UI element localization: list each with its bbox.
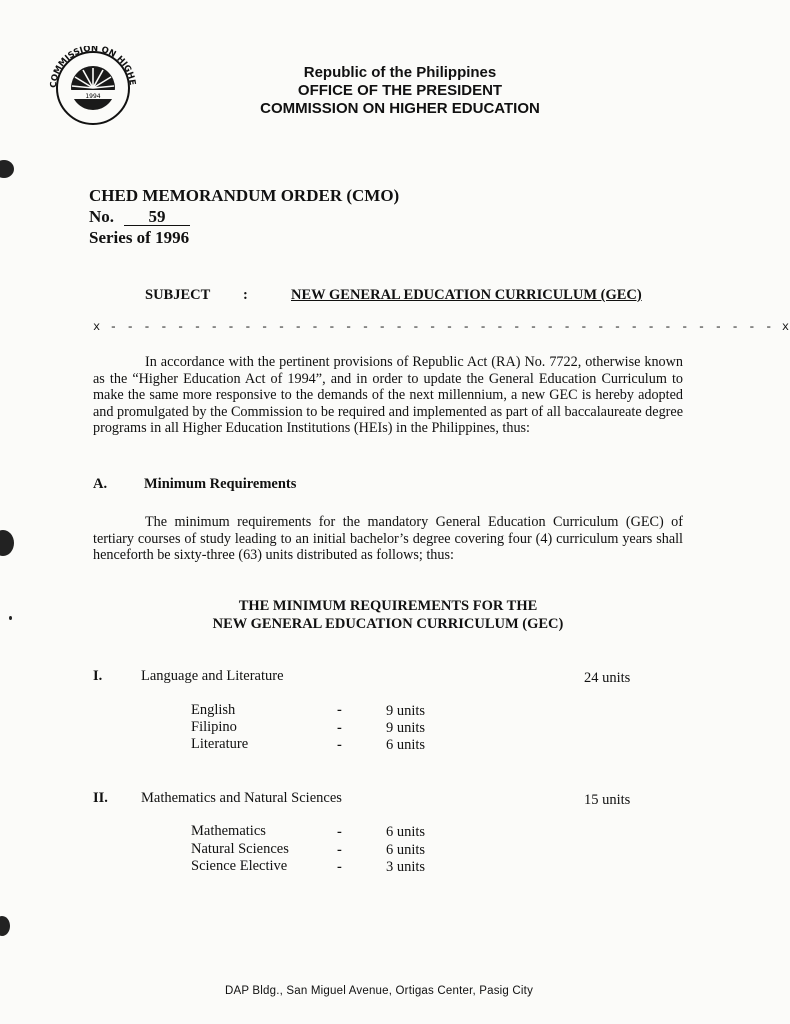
category-name: Language and Literature [141, 668, 284, 684]
seal-year: 1994 [85, 93, 101, 100]
intro-paragraph: In accordance with the pertinent provisions of Republic Act (RA) No. 7722, otherwise known as the “Higher Education Act of 1994”, and in order to update the General Education Curriculum to make the same more responsive to the demands of the next millennium, a new GEC is hereby adopted and promulgated by the Commission to be required and implemented as part of all baccalaureate degree programs in all Higher Education Institutions (HEIs) in the Philippines, thus: [93, 354, 683, 436]
memo-series: Series of 1996 [89, 228, 190, 247]
subject-label: SUBJECT [145, 287, 211, 303]
memo-no-value: 59 [124, 209, 190, 226]
memo-block [89, 185, 399, 248]
subject-name: Filipino [191, 719, 237, 735]
subject-dash: - [337, 859, 342, 875]
scan-mark [9, 616, 12, 620]
category-name: Mathematics and Natural Sciences [141, 790, 342, 806]
scan-mark [0, 916, 10, 936]
divider-start: x [93, 320, 102, 334]
footer-address: DAP Bldg., San Miguel Avenue, Ortigas Center, Pasig City [225, 985, 534, 997]
divider-line [93, 320, 790, 334]
seal-ring-text: COMMISSION ON HIGHE [48, 46, 137, 89]
subject-dash: - [337, 824, 342, 840]
subject-units: 6 units [386, 737, 426, 753]
subject-units: 3 units [386, 859, 426, 875]
category-numeral: II. [93, 790, 108, 806]
section-a-letter: A. [93, 476, 108, 492]
subject-name: Natural Sciences [191, 841, 289, 857]
subject-units: 6 units [386, 842, 426, 858]
section-a-title: Minimum Requirements [144, 476, 297, 492]
ched-seal [44, 46, 142, 126]
category-units: 24 units [584, 670, 631, 686]
subject-dash: - [337, 737, 342, 753]
subject-dash: - [337, 720, 342, 736]
divider-end: x [781, 320, 790, 334]
table-title-line2: NEW GENERAL EDUCATION CURRICULUM (GEC) [212, 615, 564, 632]
category-numeral: I. [93, 668, 103, 684]
subject-name: Science Elective [191, 858, 288, 874]
subject-value: NEW GENERAL EDUCATION CURRICULUM (GEC) [291, 287, 642, 303]
table-title-line1: THE MINIMUM REQUIREMENTS FOR THE [238, 598, 538, 614]
memo-title: CHED MEMORANDUM ORDER (CMO) [89, 186, 400, 205]
header-commission: COMMISSION ON HIGHER EDUCATION [260, 100, 540, 117]
divider-dashes: - - - - - - - - - - - - - - - - - - - - - - - - - - - - - - - - - - - - - - - - [101, 320, 782, 334]
subject-name: Literature [191, 736, 249, 752]
section-a-paragraph: The minimum requirements for the mandatory General Education Curriculum (GEC) of tertiary courses of study leading to an initial bachelor’s degree covering four (4) curriculum years shall henceforth be sixty-three (63) units distributed as follows; thus: [93, 514, 683, 563]
memo-number [89, 206, 399, 227]
scan-mark [0, 160, 14, 178]
memo-no-label: No. [89, 207, 115, 226]
subject-dash: - [337, 842, 342, 858]
ched-seal-emblem [44, 46, 142, 126]
scan-mark [0, 530, 14, 556]
subject-colon: : [243, 287, 248, 303]
subject-dash: - [337, 702, 342, 718]
header-office: OFFICE OF THE PRESIDENT [297, 82, 503, 99]
header-republic: Republic of the Philippines [303, 64, 497, 81]
subject-name: Mathematics [191, 823, 266, 839]
subject-units: 9 units [386, 720, 426, 736]
subject-units: 9 units [386, 703, 426, 719]
table-title [93, 598, 683, 633]
category-units: 15 units [584, 792, 631, 808]
subject-name: English [191, 702, 236, 718]
subject-units: 6 units [386, 824, 426, 840]
